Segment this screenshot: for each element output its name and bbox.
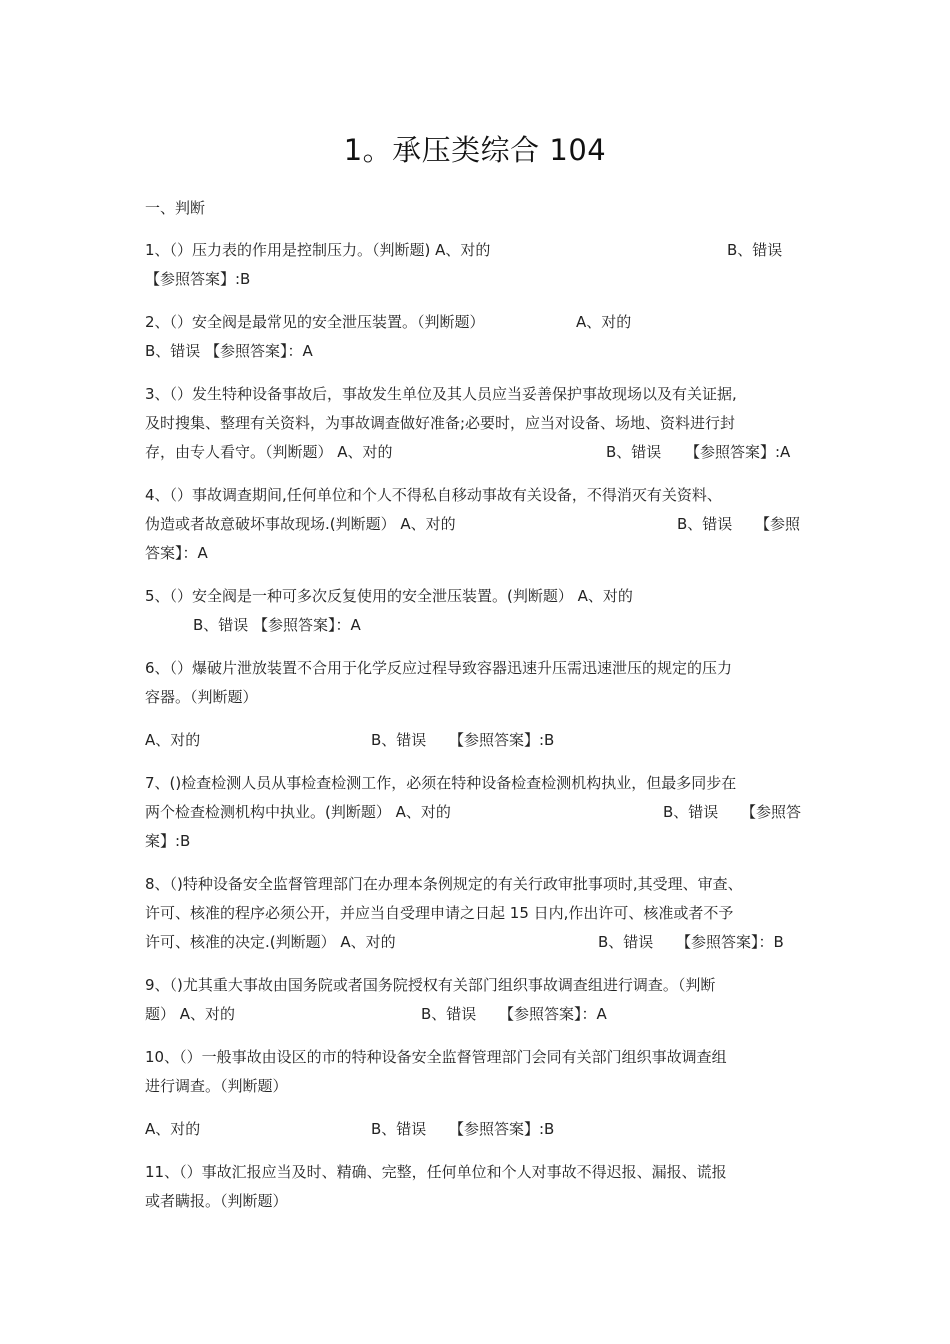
question-3-answer: 【参照答案】:A [685,443,791,461]
question-3-text-line-1: 3、（）发生特种设备事故后，事故发生单位及其人员应当妥善保护事故现场以及有关证据, [145,385,737,403]
question-9-text-line-1: 9、（)尤其重大事故由国务院或者国务院授权有关部门组织事故调查组进行调查。（判断 [145,976,716,994]
question-7-answer-part-1: 【参照答 [741,803,802,821]
question-7-answer-part-2: 案】:B [145,832,191,850]
question-11-text-line-2: 或者瞒报。（判断题） [145,1192,288,1210]
question-4-text-line-2: 伪造或者故意破坏事故现场.(判断题） A、对的 [145,515,456,533]
question-11-text-line-1: 11、（）事故汇报应当及时、精确、完整，任何单位和个人对事故不得迟报、漏报、谎报 [145,1163,727,1181]
question-10-text-line-2: 进行调查。（判断题） [145,1077,288,1095]
question-4-option-b: B、错误 [677,515,733,533]
question-3-text-line-2: 及时搜集、整理有关资料，为事故调查做好准备;必要时，应当对设备、场地、资料进行封 [145,414,736,432]
question-8-answer: 【参照答案】：B [676,933,784,951]
question-2-option-a: A、对的 [576,313,632,331]
question-6-option-b: B、错误 [371,731,427,749]
question-6-option-a: A、对的 [145,731,201,749]
question-1-text: 1、（）压力表的作用是控制压力。（判断题) A、对的 [145,241,491,259]
question-9-option-b: B、错误 [421,1005,477,1023]
question-8-text-line-2: 许可、核准的程序必须公开，并应当自受理申请之日起 15 日内,作出许可、核准或者不予 [145,904,734,922]
question-10-option-a: A、对的 [145,1120,201,1138]
question-8-option-b: B、错误 [598,933,654,951]
question-4-answer-part-2: 答案】：A [145,544,208,562]
question-10-option-b: B、错误 [371,1120,427,1138]
question-6-answer: 【参照答案】:B [449,731,555,749]
question-7-text-line-1: 7、()检查检测人员从事检查检测工作，必须在特种设备检查检测机构执业，但最多同步在 [145,774,737,792]
question-2-answer: B、错误 【参照答案】：A [145,342,313,360]
question-2-text: 2、（）安全阀是最常见的安全泄压装置。（判断题） [145,313,485,331]
question-6-text-line-2: 容器。（判断题） [145,688,258,706]
question-5-answer: B、错误 【参照答案】：A [193,616,361,634]
question-8-text-line-3: 许可、核准的决定.(判断题） A、对的 [145,933,396,951]
question-1-answer: 【参照答案】:B [145,270,251,288]
question-10-text-line-1: 10、（）一般事故由设区的市的特种设备安全监督管理部门会同有关部门组织事故调查组 [145,1048,727,1066]
section-heading: 一、判断 [145,199,206,217]
question-3-option-b: B、错误 [606,443,662,461]
question-5-text: 5、（）安全阀是一种可多次反复使用的安全泄压装置。(判断题） A、对的 [145,587,633,605]
question-7-text-line-2: 两个检查检测机构中执业。(判断题） A、对的 [145,803,451,821]
page-title: 1。承压类综合 104 [343,133,607,167]
question-6-text-line-1: 6、（）爆破片泄放装置不合用于化学反应过程导致容器迅速升压需迅速泄压的规定的压力 [145,659,733,677]
question-4-text-line-1: 4、（）事故调查期间,任何单位和个人不得私自移动事故有关设备，不得消灭有关资料、 [145,486,722,504]
question-7-option-b: B、错误 [663,803,719,821]
question-8-text-line-1: 8、（)特种设备安全监督管理部门在办理本条例规定的有关行政审批事项时,其受理、审查、 [145,875,743,893]
question-3-text-line-3: 存，由专人看守。（判断题） A、对的 [145,443,393,461]
question-4-answer-part-1: 【参照 [755,515,801,533]
question-9-answer: 【参照答案】：A [499,1005,607,1023]
question-9-text-line-2: 题） A、对的 [145,1005,236,1023]
question-10-answer: 【参照答案】:B [449,1120,555,1138]
question-1-option-b: B、错误 [727,241,783,259]
